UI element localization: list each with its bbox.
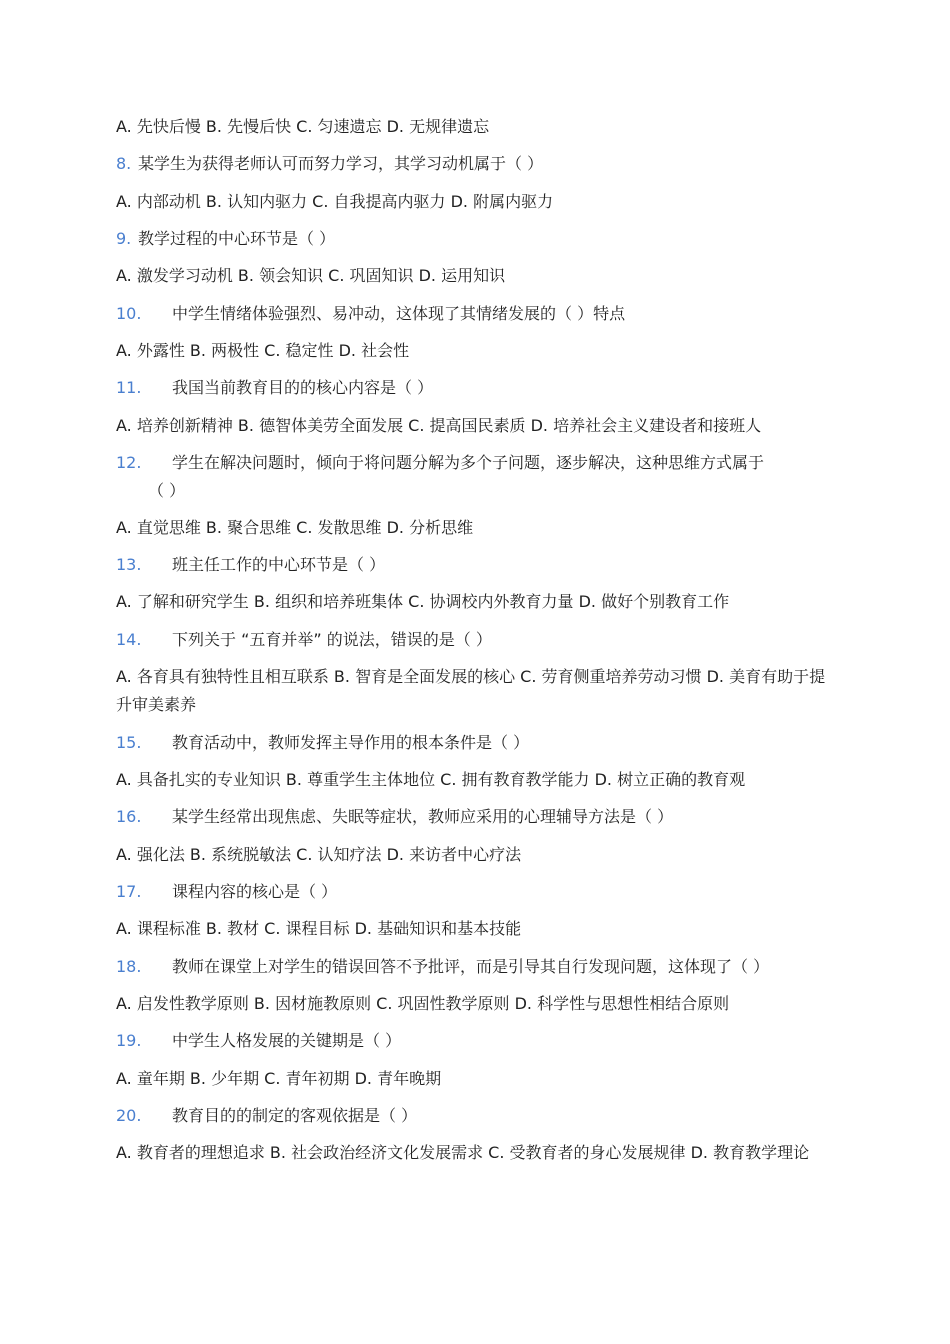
question-text: 教育活动中，教师发挥主导作用的根本条件是（ ） xyxy=(172,733,530,752)
question-18 xyxy=(116,953,836,981)
options-line-q20 xyxy=(116,1139,836,1167)
options-line-q8 xyxy=(116,188,836,216)
question-20 xyxy=(116,1102,836,1130)
question-number: 19. xyxy=(116,1031,142,1050)
question-text: 某学生经常出现焦虑、失眠等症状，教师应采用的心理辅导方法是（ ） xyxy=(172,807,674,826)
question-text: 学生在解决问题时，倾向于将问题分解为多个子问题，逐步解决，这种思维方式属于 xyxy=(172,453,765,472)
question-number: 17. xyxy=(116,882,142,901)
question-text: 班主任工作的中心环节是（ ） xyxy=(172,555,386,574)
options-text: A. 了解和研究学生 B. 组织和培养班集体 C. 协调校内外教育力量 D. 做好个别教育工作 xyxy=(116,592,730,611)
question-text: 下列关于 “五育并举” 的说法，错误的是（ ） xyxy=(172,630,492,649)
question-number: 14. xyxy=(116,630,142,649)
question-number: 12. xyxy=(116,453,142,472)
question-text: 教师在课堂上对学生的错误回答不予批评，而是引导其自行发现问题，这体现了（ ） xyxy=(172,957,770,976)
question-text: 我国当前教育目的的核心内容是（ ） xyxy=(172,378,434,397)
question-number: 11. xyxy=(116,378,142,397)
question-number: 15. xyxy=(116,733,142,752)
question-11 xyxy=(116,374,836,402)
question-number: 9. xyxy=(116,229,132,248)
options-text: A. 外露性 B. 两极性 C. 稳定性 D. 社会性 xyxy=(116,341,410,360)
question-text: 中学生情绪体验强烈、易冲动，这体现了其情绪发展的（ ）特点 xyxy=(172,304,626,323)
options-line-q18 xyxy=(116,990,836,1018)
options-line-q12 xyxy=(116,514,836,542)
question-text: 教育目的的制定的客观依据是（ ） xyxy=(172,1106,418,1125)
question-10 xyxy=(116,300,836,328)
options-text: A. 强化法 B. 系统脱敏法 C. 认知疗法 D. 来访者中心疗法 xyxy=(116,845,522,864)
question-14 xyxy=(116,626,836,654)
options-line-q16 xyxy=(116,841,836,869)
options-text: A. 激发学习动机 B. 领会知识 C. 巩固知识 D. 运用知识 xyxy=(116,266,506,285)
options-line-q13 xyxy=(116,588,836,616)
options-line-q9 xyxy=(116,262,836,290)
question-9 xyxy=(116,225,836,253)
question-number: 16. xyxy=(116,807,142,826)
options-text: A. 启发性教学原则 B. 因材施教原则 C. 巩固性教学原则 D. 科学性与思想性相结合原则 xyxy=(116,994,730,1013)
options-line-q17 xyxy=(116,915,836,943)
question-13 xyxy=(116,551,836,579)
options-text: A. 培养创新精神 B. 德智体美劳全面发展 C. 提高国民素质 D. 培养社会主义建设者和接班人 xyxy=(116,416,762,435)
options-text: A. 各育具有独特性且相互联系 B. 智育是全面发展的核心 C. 劳育侧重培养劳动习惯 D. 美育有助于提升审美素养 xyxy=(116,667,826,714)
question-number: 10. xyxy=(116,304,142,323)
options-line-q19 xyxy=(116,1065,836,1093)
question-19 xyxy=(116,1027,836,1055)
options-text: A. 童年期 B. 少年期 C. 青年初期 D. 青年晚期 xyxy=(116,1069,442,1088)
question-text: 教学过程的中心环节是（ ） xyxy=(138,229,336,248)
question-17 xyxy=(116,878,836,906)
options-text: A. 具备扎实的专业知识 B. 尊重学生主体地位 C. 拥有教育教学能力 D. 树立正确的教育观 xyxy=(116,770,746,789)
question-text-continuation: （ ） xyxy=(148,481,186,500)
options-text: A. 内部动机 B. 认知内驱力 C. 自我提高内驱力 D. 附属内驱力 xyxy=(116,192,554,211)
question-text: 课程内容的核心是（ ） xyxy=(172,882,338,901)
question-number: 8. xyxy=(116,154,132,173)
options-line-q10 xyxy=(116,337,836,365)
question-16 xyxy=(116,803,836,831)
question-text: 中学生人格发展的关键期是（ ） xyxy=(172,1031,402,1050)
options-line-q11 xyxy=(116,412,836,440)
options-line-q7 xyxy=(116,113,836,141)
question-8 xyxy=(116,150,836,178)
question-15 xyxy=(116,729,836,757)
options-text: A. 先快后慢 B. 先慢后快 C. 匀速遗忘 D. 无规律遗忘 xyxy=(116,117,490,136)
question-text: 某学生为获得老师认可而努力学习，其学习动机属于（ ） xyxy=(138,154,544,173)
options-text: A. 直觉思维 B. 聚合思维 C. 发散思维 D. 分析思维 xyxy=(116,518,474,537)
options-line-q14 xyxy=(116,663,836,719)
question-12 xyxy=(116,449,836,505)
options-text: A. 教育者的理想追求 B. 社会政治经济文化发展需求 C. 受教育者的身心发展规律 D. 教育教学理论 xyxy=(116,1143,810,1162)
question-number: 18. xyxy=(116,957,142,976)
question-number: 13. xyxy=(116,555,142,574)
options-text: A. 课程标准 B. 教材 C. 课程目标 D. 基础知识和基本技能 xyxy=(116,919,522,938)
question-number: 20. xyxy=(116,1106,142,1125)
options-line-q15 xyxy=(116,766,836,794)
